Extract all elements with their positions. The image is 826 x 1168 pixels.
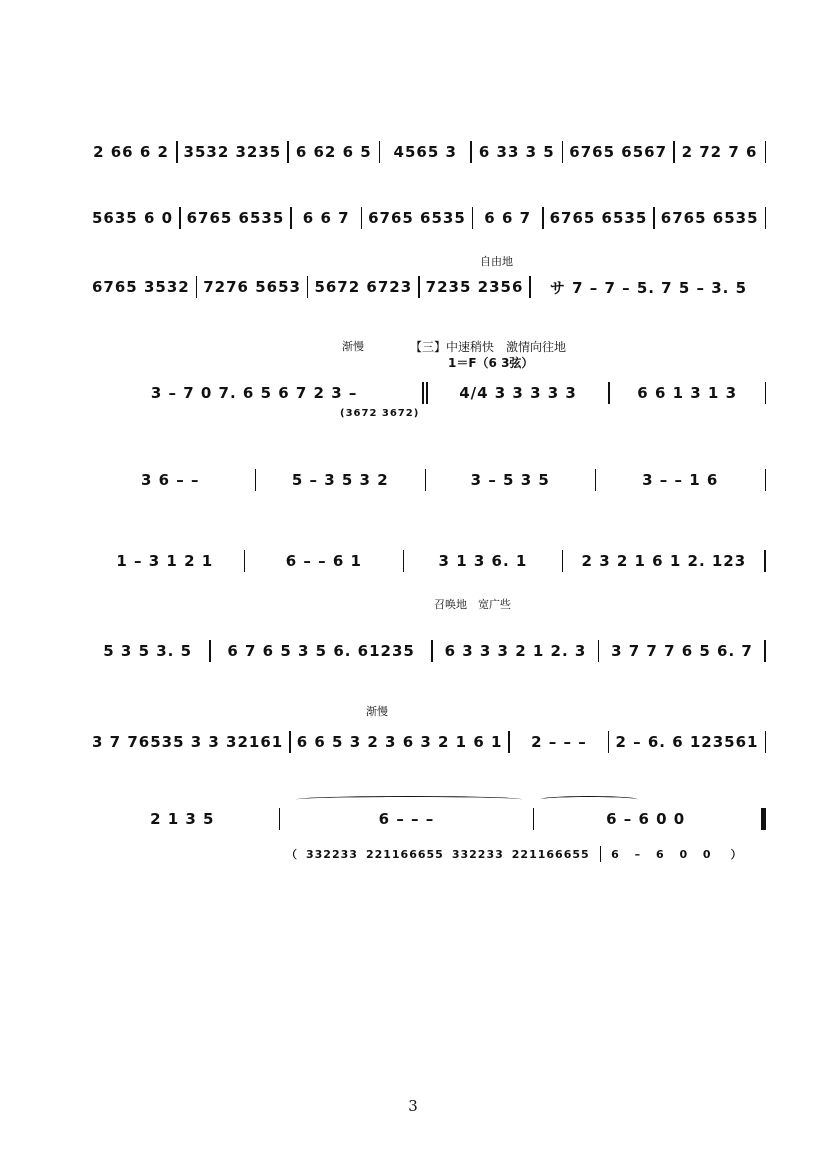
measure: 2 – – –	[531, 733, 587, 751]
measure: 4565 3	[393, 143, 457, 161]
measure: 3532 3235	[183, 143, 282, 161]
measure: 3 1 3 6. 1	[438, 552, 528, 570]
measure: 2 – 6. 6 123561	[615, 733, 759, 751]
page-number: 3	[408, 1097, 418, 1115]
measure: 6 7 6 5 3 5 6. 61235	[227, 642, 415, 660]
measure: 6765 3532	[92, 278, 190, 296]
beckon-annotation: 召唤地 宽广些	[434, 598, 511, 611]
measure: 6 – – 6 1	[285, 552, 362, 570]
barline	[765, 469, 767, 491]
measure: 5 – 3 5 3 2	[291, 471, 389, 489]
measure: 3 – 5 3 5	[470, 471, 550, 489]
measure: サ 7 – 7 – 5. 7 5 – 3. 5	[549, 278, 748, 297]
measure: 2 3 2 1 6 1 2. 123	[581, 552, 747, 570]
measure: 6 62 6 5	[295, 143, 372, 161]
measure: 7235 2356	[425, 278, 524, 296]
measure: 7276 5653	[203, 278, 301, 296]
measure: 3 – 7 0 7. 6 5 6 7 2 3 –	[150, 384, 358, 402]
barline	[764, 550, 766, 572]
measure: 5635 6 0	[92, 209, 174, 227]
accompaniment-line	[286, 843, 743, 865]
measure: 6 3 3 3 2 1 2. 3	[444, 642, 587, 660]
measure: 6 6 7	[484, 209, 532, 227]
measure: 3 7 7 7 6 5 6. 7	[611, 642, 753, 660]
staff-row-7	[86, 636, 766, 666]
accomp-group: 332233	[451, 847, 504, 861]
measure: 6 – – –	[378, 810, 435, 828]
measure: 6 6 1 3 1 3	[637, 384, 738, 402]
barline	[765, 141, 767, 163]
measure: 2 72 7 6	[681, 143, 758, 161]
lower-voice: (3672 3672)	[340, 408, 420, 419]
measure: 6765 6535	[368, 209, 466, 227]
measure: 6 – 6 0 0	[606, 810, 686, 828]
tie-arc	[540, 796, 638, 803]
paren-close: ）	[730, 848, 743, 861]
accomp-group: 221166655	[511, 847, 590, 861]
barline	[765, 207, 767, 229]
measure: 1 – 3 1 2 1	[116, 552, 214, 570]
measure: 6765 6535	[549, 209, 648, 227]
measure: 5 3 5 3. 5	[103, 642, 193, 660]
double-barline	[422, 382, 424, 404]
paren-open: （	[286, 848, 298, 861]
accomp-group: 332233	[306, 847, 358, 861]
measure: 3 – – 1 6	[642, 471, 719, 489]
staff-row-9	[86, 804, 766, 834]
section-heading: 【三】中速稍快 激情向往地	[410, 340, 567, 354]
measure: 6765 6535	[660, 209, 759, 227]
ritardando-annotation-2: 渐慢	[366, 705, 388, 718]
measure: 5672 6723	[314, 278, 413, 296]
tempo-free-annotation: 自由地	[480, 255, 513, 268]
key-signature: 1＝F（6 3弦）	[448, 356, 534, 370]
barline	[765, 731, 767, 753]
measure: 4/4 3 3 3 3 3	[459, 384, 577, 402]
staff-row-4	[86, 378, 766, 408]
measure: 6765 6535	[186, 209, 285, 227]
ritardando-annotation: 渐慢	[342, 340, 364, 353]
staff-row-3	[86, 272, 766, 302]
staff-row-2	[86, 203, 766, 233]
barline	[764, 640, 766, 662]
measure: 3 6 – –	[140, 471, 200, 489]
measure: 6 6 5 3 2 3 6 3 2 1 6 1	[296, 733, 503, 751]
staff-row-5	[86, 465, 766, 495]
staff-row-1	[86, 137, 766, 167]
measure: 6 33 3 5	[478, 143, 555, 161]
measure: 6765 6567	[569, 143, 667, 161]
accomp-group: 6 – 6 0 0	[611, 847, 717, 861]
measure: 2 1 3 5	[150, 810, 215, 828]
barline	[765, 382, 767, 404]
measure: 3 7 76535 3 3 32161	[92, 733, 284, 751]
measure: 2 66 6 2	[93, 143, 169, 161]
tie-arc	[296, 796, 522, 803]
final-barline	[761, 808, 766, 830]
staff-row-8	[86, 727, 766, 757]
staff-row-6	[86, 546, 766, 576]
barline	[600, 846, 602, 862]
measure: 6 6 7	[302, 209, 350, 227]
accomp-group: 221166655	[365, 847, 444, 861]
